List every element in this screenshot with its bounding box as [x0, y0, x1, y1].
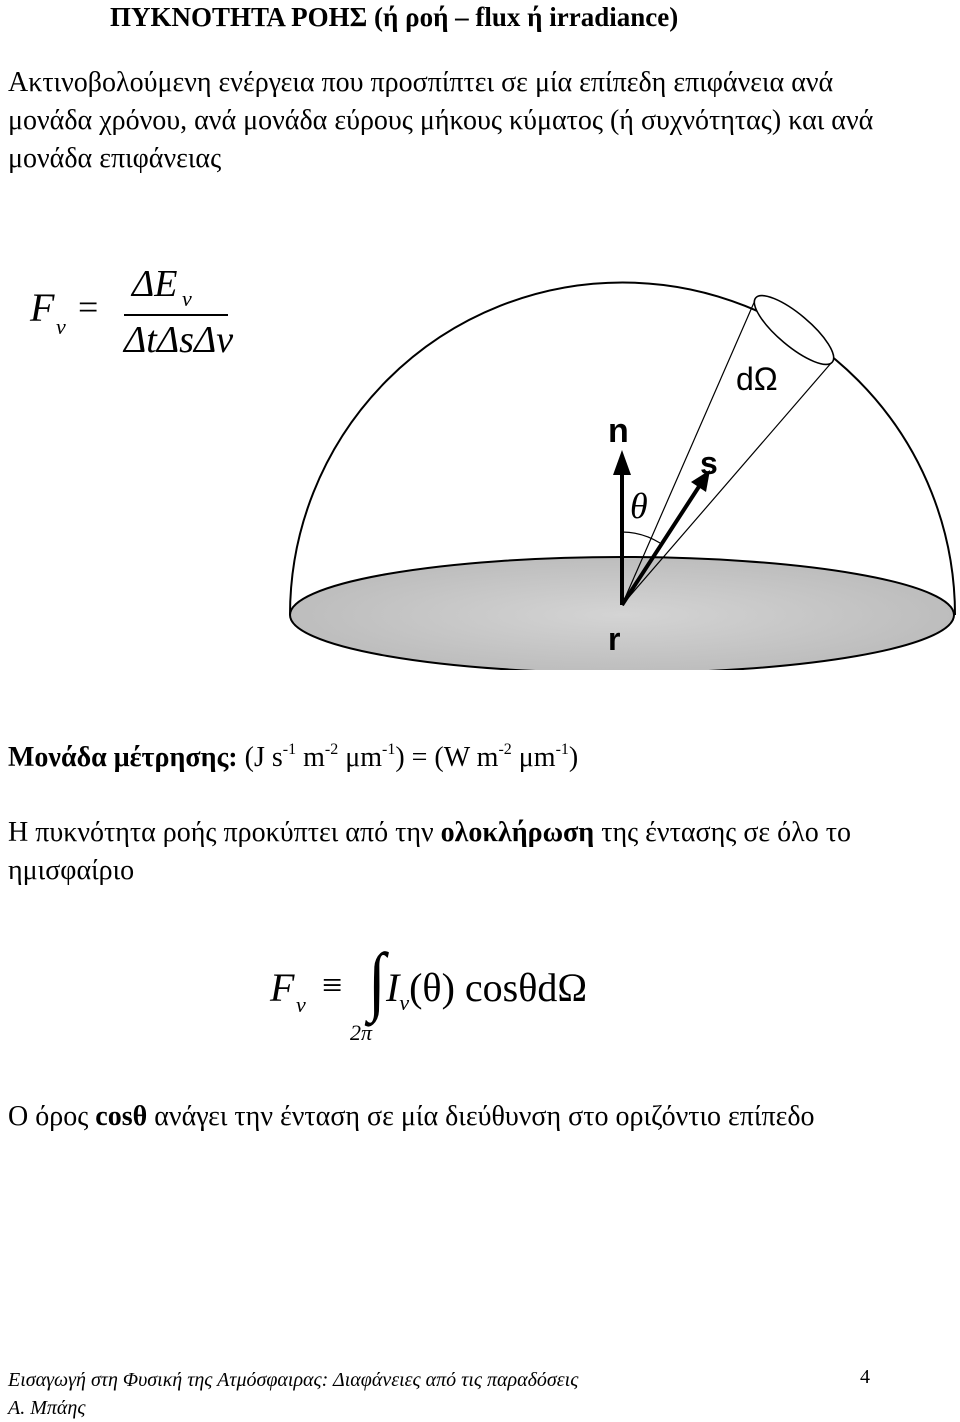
eq1-lhs: F [30, 285, 55, 330]
label-r: r [608, 621, 621, 657]
theta-arc [622, 532, 660, 543]
fraction-bar [124, 314, 228, 316]
label-n: n [608, 412, 629, 450]
eq1-denominator: ΔtΔsΔν [124, 319, 234, 361]
page-title: ΠΥΚΝΟΤΗΤΑ ΡΟΗΣ (ή ροή – flux ή irradiance) [110, 2, 679, 32]
units-line: Μονάδα μέτρησης: (J $s^{-1}$ $m^{-2}$ $\mu m^{-1}) = (W$ $m^{-2}$ $\mu m^{-1}$) [8, 741, 579, 773]
eq1-equals: = [78, 287, 99, 327]
integration-text: Η πυκνότητα ροής προκύπτει από την ολοκλήρωση της έντασης σε όλο το ημισφαίριο [8, 817, 852, 886]
eq2-equiv: ≡ [322, 965, 343, 1005]
integral-limit: 2π [350, 1020, 373, 1045]
page-number: 4 [860, 1366, 870, 1388]
label-s: s [700, 445, 718, 481]
eq1-lhs-subscript: ν [56, 314, 66, 339]
flux-equation [20, 262, 240, 362]
definition-text: Ακτινοβολούμενη ενέργεια που προσπίπτει σε μία επίπεδη επιφάνεια ανά μονάδα χρόνου, ανά μονάδα εύρους μήκους κύματος (ή συχνότητας) και ανά μονάδα επιφάνειας [8, 67, 874, 174]
eq1-numerator: ΔE [132, 263, 178, 305]
eq2-integrand: $I_\nu(\theta)$ cosθdΩ [386, 965, 588, 1015]
label-domega: dΩ [736, 361, 778, 397]
units-label: Μονάδα μέτρησης: [8, 742, 238, 773]
footer-line2: Α. Μπάης [8, 1397, 86, 1419]
cos-note-text: Ο όρος cosθ ανάγει την ένταση σε μία διεύθυνση στο οριζόντιο επίπεδο [8, 1101, 815, 1132]
normal-arrowhead [613, 450, 631, 475]
integration-bold: ολοκλήρωση [440, 817, 595, 848]
footer-line1: Εισαγωγή στη Φυσική της Ατμόσφαιρας: Διαφάνειες από τις παραδόσεις [8, 1369, 579, 1391]
footer [8, 1366, 688, 1422]
integral-equation [270, 937, 630, 1050]
cos-bold: cosθ [95, 1101, 148, 1132]
hemisphere-figure [270, 260, 960, 670]
label-theta: θ [630, 486, 648, 526]
integral-sign: ∫ [368, 937, 386, 1023]
eq2-lhs: F [270, 965, 295, 1010]
eq1-numerator-subscript: ν [182, 286, 192, 311]
eq2-lhs-subscript: ν [296, 992, 306, 1017]
